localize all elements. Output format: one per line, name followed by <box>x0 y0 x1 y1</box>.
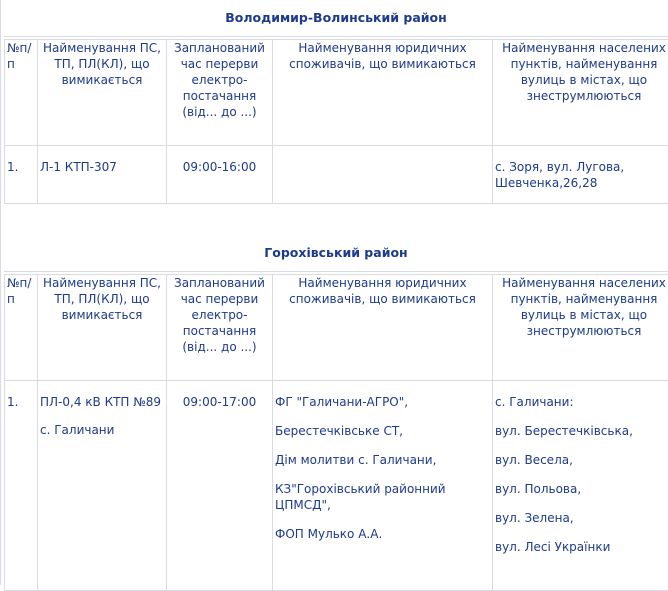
table-row <box>5 146 668 204</box>
row-num: 1. <box>5 381 38 591</box>
district-title: Володимир-Волинський район <box>4 10 668 25</box>
row-places-line: с. Зоря, вул. Лугова, Шевченка,26,28 <box>495 159 668 191</box>
table-header-row <box>5 40 668 146</box>
place-line: вул. Лесі Українки <box>495 539 668 555</box>
divider <box>4 271 668 272</box>
page-left-border <box>0 0 1 585</box>
place-line: вул. Зелена, <box>495 510 668 526</box>
divider <box>4 36 668 37</box>
place-line: вул. Весела, <box>495 452 668 468</box>
place-line: с. Галичани: <box>495 394 668 410</box>
header-time: Запланований час перерви електро-постачання (від... до ...) <box>167 40 273 146</box>
row-time: 09:00-16:00 <box>167 146 273 204</box>
outage-table <box>4 274 668 591</box>
header-num: №п/п <box>5 275 38 381</box>
header-name: Найменування ПС, ТП, ПЛ(КЛ), що вимикається <box>38 40 167 146</box>
row-name-line: с. Галичани <box>40 422 164 438</box>
table-row <box>5 381 668 591</box>
row-name <box>38 146 167 204</box>
header-legal: Найменування юридичних споживачів, що вимикаються <box>273 40 493 146</box>
row-legal <box>273 146 493 204</box>
row-places <box>493 146 668 204</box>
header-places: Найменування населених пунктів, найменування вулиць в містах, що знеструмлюються <box>493 40 668 146</box>
row-name <box>38 381 167 591</box>
row-places <box>493 381 668 591</box>
legal-entity: ФГ "Галичани-АГРО", <box>275 394 490 410</box>
header-time: Запланований час перерви електро-постачання (від... до ...) <box>167 275 273 381</box>
legal-entity: Дім молитви с. Галичани, <box>275 452 490 468</box>
header-num: №п/п <box>5 40 38 146</box>
legal-entity: КЗ"Горохівський районний ЦПМСД", <box>275 481 490 513</box>
place-line: вул. Берестечківська, <box>495 423 668 439</box>
header-places: Найменування населених пунктів, найменування вулиць в містах, що знеструмлюються <box>493 275 668 381</box>
row-name-line: Л-1 КТП-307 <box>40 159 164 175</box>
legal-entity: Берестечківське СТ, <box>275 423 490 439</box>
row-num: 1. <box>5 146 38 204</box>
header-name: Найменування ПС, ТП, ПЛ(КЛ), що вимикається <box>38 275 167 381</box>
header-legal: Найменування юридичних споживачів, що вимикаються <box>273 275 493 381</box>
table-header-row <box>5 275 668 381</box>
place-line: вул. Польова, <box>495 481 668 497</box>
legal-entity: ФОП Мулько А.А. <box>275 526 490 542</box>
row-legal <box>273 381 493 591</box>
row-name-line: ПЛ-0,4 кВ КТП №89 <box>40 394 164 410</box>
row-time: 09:00-17:00 <box>167 381 273 591</box>
outage-table <box>4 39 668 204</box>
district-title: Горохівський район <box>4 245 668 260</box>
